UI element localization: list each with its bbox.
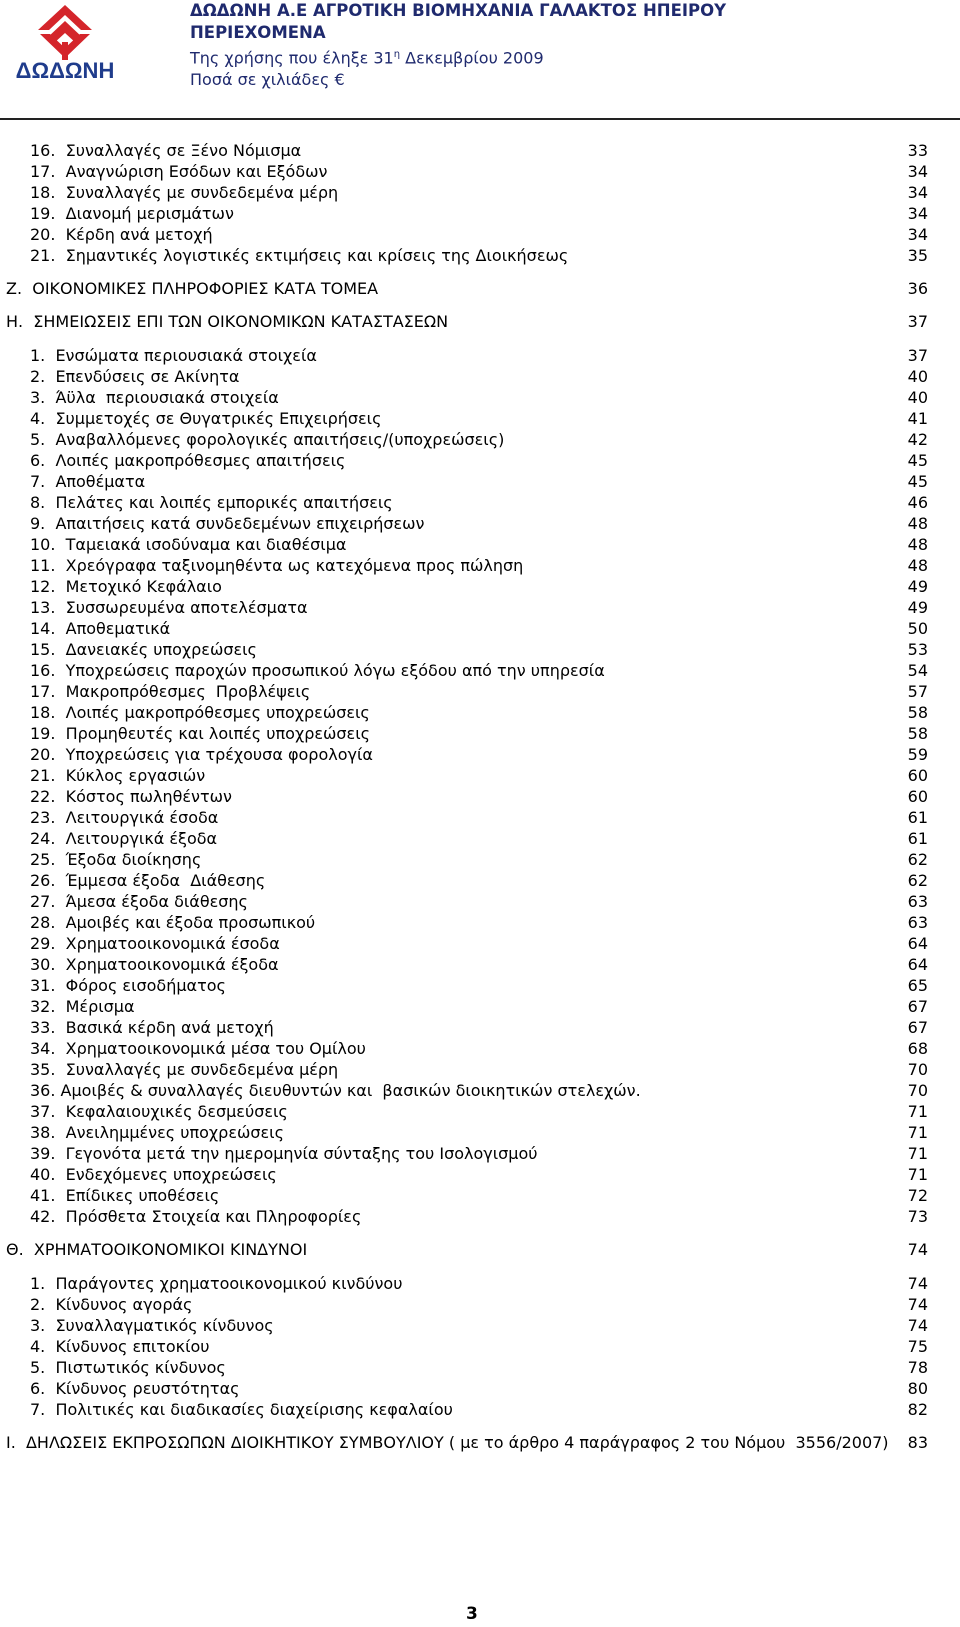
toc-entry-label: 31. Φόρος εισοδήματος <box>30 976 226 995</box>
company-name: ΔΩΔΩΝΗ Α.Ε ΑΓΡΟΤΙΚΗ ΒΙΟΜΗΧΑΝΙΑ ΓΑΛΑΚΤΟΣ ΗΠΕΙΡΟΥ <box>190 1 727 20</box>
toc-entry-label: Ι. ΔΗΛΩΣΕΙΣ ΕΚΠΡΟΣΩΠΩΝ ΔΙΟΙΚΗΤΙΚΟΥ ΣΥΜΒΟΥΛΙΟΥ ( με το άρθρο 4 παράγραφος 2 του Νόμου 3556/2007) <box>6 1433 889 1452</box>
toc-entry-page-number: 68 <box>907 1039 928 1058</box>
toc-entry-page-number: 60 <box>907 787 928 806</box>
toc-entry[interactable] <box>0 1164 960 1186</box>
toc-entry[interactable] <box>0 513 960 535</box>
toc-entry-label: 5. Αναβαλλόμενες φορολογικές απαιτήσεις/(υποχρεώσεις) <box>30 430 505 449</box>
toc-entry[interactable] <box>0 765 960 787</box>
toc-entry-page-number: 33 <box>907 141 928 160</box>
dodoni-logo <box>6 2 124 82</box>
toc-entry[interactable] <box>0 278 960 300</box>
toc-entry-page-number: 74 <box>907 1295 928 1314</box>
toc-entry-page-number: 34 <box>907 204 928 223</box>
toc-entry-page-number: 74 <box>907 1316 928 1335</box>
toc-entry-label: 13. Συσσωρευμένα αποτελέσματα <box>30 598 308 617</box>
toc-entry-page-number: 45 <box>907 472 928 491</box>
toc-entry-page-number: 70 <box>907 1081 928 1100</box>
toc-entry-page-number: 60 <box>907 766 928 785</box>
toc-entry-page-number: 64 <box>907 955 928 974</box>
toc-entry-label: 18. Συναλλαγές με συνδεδεμένα μέρη <box>30 183 339 202</box>
toc-entry-label: 3. Συναλλαγματικός κίνδυνος <box>30 1316 274 1335</box>
ordinal-suffix: η <box>393 49 401 60</box>
toc-entry-label: 14. Αποθεματικά <box>30 619 171 638</box>
toc-entry-page-number: 67 <box>907 1018 928 1037</box>
toc-entry-label: 6. Κίνδυνος ρευστότητας <box>30 1379 240 1398</box>
toc-entry-page-number: 78 <box>907 1358 928 1377</box>
toc-entry-page-number: 58 <box>907 703 928 722</box>
toc-entry-page-number: 49 <box>907 577 928 596</box>
toc-entry[interactable] <box>0 450 960 472</box>
toc-entry-label: 16. Υποχρεώσεις παροχών προσωπικού λόγω εξόδου από την υπηρεσία <box>30 661 605 680</box>
toc-entry-label: 17. Μακροπρόθεσμες Προβλέψεις <box>30 682 311 701</box>
toc-entry-page-number: 58 <box>907 724 928 743</box>
toc-entry-label: 24. Λειτουργικά έξοδα <box>30 829 218 848</box>
toc-entry-page-number: 41 <box>907 409 928 428</box>
document-header-text <box>190 0 726 91</box>
toc-entry[interactable] <box>0 311 960 333</box>
toc-entry[interactable] <box>0 996 960 1018</box>
toc-entry[interactable] <box>0 660 960 682</box>
toc-entry[interactable] <box>0 723 960 745</box>
currency-note: Ποσά σε χιλιάδες € <box>190 70 345 90</box>
toc-entry-page-number: 71 <box>907 1165 928 1184</box>
toc-entry-label: 2. Επενδύσεις σε Ακίνητα <box>30 367 240 386</box>
toc-entry-label: 27. Άμεσα έξοδα διάθεσης <box>30 892 248 911</box>
logo-wordmark: ΔΩΔΩΝΗ <box>15 58 115 82</box>
toc-entry-label: 26. Έμμεσα έξοδα Διάθεσης <box>30 871 266 890</box>
toc-entry[interactable] <box>0 576 960 598</box>
toc-entry[interactable] <box>0 182 960 204</box>
toc-entry-label: 7. Πολιτικές και διαδικασίες διαχείρισης κεφαλαίου <box>30 1400 453 1419</box>
section-title: ΠΕΡΙΕΧΟΜΕΝΑ <box>190 23 326 42</box>
toc-entry-page-number: 45 <box>907 451 928 470</box>
toc-entry[interactable] <box>0 161 960 183</box>
toc-entry[interactable] <box>0 702 960 724</box>
toc-entry-page-number: 37 <box>907 312 928 331</box>
toc-entry-label: 2. Κίνδυνος αγοράς <box>30 1295 193 1314</box>
toc-entry-label: 21. Κύκλος εργασιών <box>30 766 206 785</box>
toc-entry[interactable] <box>0 618 960 640</box>
toc-entry-label: 34. Χρηματοοικονομικά μέσα του Ομίλου <box>30 1039 366 1058</box>
toc-entry[interactable] <box>0 828 960 850</box>
toc-entry[interactable] <box>0 1378 960 1400</box>
toc-entry[interactable] <box>0 1143 960 1165</box>
toc-entry-label: 16. Συναλλαγές σε Ξένο Νόμισμα <box>30 141 302 160</box>
toc-entry-label: 29. Χρηματοοικονομικά έσοδα <box>30 934 280 953</box>
toc-entry[interactable] <box>0 245 960 267</box>
toc-entry-label: 17. Αναγνώριση Εσόδων και Εξόδων <box>30 162 328 181</box>
toc-entry[interactable] <box>0 1101 960 1123</box>
toc-entry[interactable] <box>0 912 960 934</box>
toc-entry[interactable] <box>0 786 960 808</box>
toc-entry-page-number: 49 <box>907 598 928 617</box>
toc-entry[interactable] <box>0 555 960 577</box>
toc-entry-page-number: 34 <box>907 225 928 244</box>
toc-entry-label: 5. Πιστωτικός κίνδυνος <box>30 1358 226 1377</box>
fiscal-period-suffix: Δεκεμβρίου 2009 <box>400 48 544 68</box>
toc-entry-page-number: 62 <box>907 850 928 869</box>
toc-entry-page-number: 63 <box>907 913 928 932</box>
toc-entry-label: 32. Μέρισμα <box>30 997 135 1016</box>
toc-entry-page-number: 37 <box>907 346 928 365</box>
toc-entry-label: 19. Διανομή μερισμάτων <box>30 204 234 223</box>
toc-entry-page-number: 34 <box>907 183 928 202</box>
toc-entry-page-number: 83 <box>907 1433 928 1452</box>
toc-entry[interactable] <box>0 1059 960 1081</box>
toc-entry[interactable] <box>0 408 960 430</box>
toc-entry-label: 28. Αμοιβές και έξοδα προσωπικού <box>30 913 316 932</box>
toc-entry[interactable] <box>0 1336 960 1358</box>
toc-entry[interactable] <box>0 744 960 766</box>
toc-entry[interactable] <box>0 891 960 913</box>
toc-entry-label: 20. Υποχρεώσεις για τρέχουσα φορολογία <box>30 745 373 764</box>
fiscal-period <box>190 44 726 69</box>
toc-entry-label: 4. Κίνδυνος επιτοκίου <box>30 1337 210 1356</box>
toc-entry[interactable] <box>0 429 960 451</box>
toc-entry-page-number: 59 <box>907 745 928 764</box>
toc-entry[interactable] <box>0 849 960 871</box>
toc-entry[interactable] <box>0 1122 960 1144</box>
toc-entry-label: 11. Χρεόγραφα ταξινομηθέντα ως κατεχόμενα προς πώληση <box>30 556 524 575</box>
toc-entry-label: 10. Ταμειακά ισοδύναμα και διαθέσιμα <box>30 535 347 554</box>
toc-entry[interactable] <box>0 975 960 997</box>
toc-entry-label: 36. Αμοιβές & συναλλαγές διευθυντών και βασικών διοικητικών στελεχών. <box>30 1081 641 1100</box>
fiscal-period-prefix: Της χρήσης που έληξε 31 <box>190 48 394 68</box>
toc-entry-label: 40. Ενδεχόμενες υποχρεώσεις <box>30 1165 277 1184</box>
toc-entry[interactable] <box>0 1357 960 1379</box>
toc-entry-page-number: 67 <box>907 997 928 1016</box>
toc-entry[interactable] <box>0 224 960 246</box>
toc-entry[interactable] <box>0 1017 960 1039</box>
logo-mark-icon <box>38 5 92 60</box>
header-rule <box>0 118 960 120</box>
toc-entry-label: 21. Σημαντικές λογιστικές εκτιμήσεις και κρίσεις της Διοικήσεως <box>30 246 569 265</box>
toc-entry[interactable] <box>0 1185 960 1207</box>
toc-entry[interactable] <box>0 140 960 162</box>
toc-entry[interactable] <box>0 1294 960 1316</box>
toc-entry-page-number: 35 <box>907 246 928 265</box>
toc-entry-page-number: 62 <box>907 871 928 890</box>
toc-entry[interactable] <box>0 1273 960 1295</box>
toc-entry-label: 12. Μετοχικό Κεφάλαιο <box>30 577 222 596</box>
toc-entry-page-number: 48 <box>907 556 928 575</box>
toc-entry-page-number: 57 <box>907 682 928 701</box>
toc-entry-label: 1. Ενσώματα περιουσιακά στοιχεία <box>30 346 317 365</box>
toc-entry-page-number: 36 <box>907 279 928 298</box>
toc-entry-label: 19. Προμηθευτές και λοιπές υποχρεώσεις <box>30 724 370 743</box>
toc-entry-page-number: 40 <box>907 367 928 386</box>
toc-entry-page-number: 54 <box>907 661 928 680</box>
toc-entry-page-number: 71 <box>907 1102 928 1121</box>
toc-entry-page-number: 50 <box>907 619 928 638</box>
toc-entry[interactable] <box>0 366 960 388</box>
toc-entry-label: Ζ. ΟΙΚΟΝΟΜΙΚΕΣ ΠΛΗΡΟΦΟΡΙΕΣ ΚΑΤΑ ΤΟΜΕΑ <box>6 279 379 298</box>
toc-entry[interactable] <box>0 807 960 829</box>
toc-entry-label: 7. Αποθέματα <box>30 472 146 491</box>
toc-entry-page-number: 53 <box>907 640 928 659</box>
toc-entry-page-number: 71 <box>907 1123 928 1142</box>
toc-entry-label: 1. Παράγοντες χρηματοοικονομικού κινδύνου <box>30 1274 403 1293</box>
toc-entry[interactable] <box>0 1080 960 1102</box>
toc-entry-label: 35. Συναλλαγές με συνδεδεμένα μέρη <box>30 1060 339 1079</box>
toc-entry-label: 33. Βασικά κέρδη ανά μετοχή <box>30 1018 274 1037</box>
toc-entry-label: 8. Πελάτες και λοιπές εμπορικές απαιτήσεις <box>30 493 393 512</box>
toc-entry-label: 30. Χρηματοοικονομικά έξοδα <box>30 955 279 974</box>
toc-entry-page-number: 61 <box>907 808 928 827</box>
toc-entry-page-number: 75 <box>907 1337 928 1356</box>
toc-entry-page-number: 80 <box>907 1379 928 1398</box>
toc-entry-label: 15. Δανειακές υποχρεώσεις <box>30 640 257 659</box>
toc-entry-label: 9. Απαιτήσεις κατά συνδεδεμένων επιχειρήσεων <box>30 514 425 533</box>
toc-entry[interactable] <box>0 597 960 619</box>
toc-entry-page-number: 74 <box>907 1240 928 1259</box>
toc-entry-label: 4. Συμμετοχές σε Θυγατρικές Επιχειρήσεις <box>30 409 382 428</box>
toc-entry-page-number: 72 <box>907 1186 928 1205</box>
toc-entry-page-number: 48 <box>907 535 928 554</box>
toc-entry-page-number: 46 <box>907 493 928 512</box>
toc-entry[interactable] <box>0 492 960 514</box>
toc-entry[interactable] <box>0 345 960 367</box>
toc-entry-label: 22. Κόστος πωληθέντων <box>30 787 232 806</box>
toc-entry-label: 23. Λειτουργικά έσοδα <box>30 808 219 827</box>
toc-entry[interactable] <box>0 387 960 409</box>
toc-entry-page-number: 42 <box>907 430 928 449</box>
toc-entry-label: Η. ΣΗΜΕΙΩΣΕΙΣ ΕΠΙ ΤΩΝ ΟΙΚΟΝΟΜΙΚΩΝ ΚΑΤΑΣΤΑΣΕΩΝ <box>6 312 449 331</box>
toc-entry-page-number: 74 <box>907 1274 928 1293</box>
toc-entry-page-number: 82 <box>907 1400 928 1419</box>
toc-entry-label: 25. Έξοδα διοίκησης <box>30 850 202 869</box>
toc-entry[interactable] <box>0 203 960 225</box>
toc-entry-page-number: 64 <box>907 934 928 953</box>
toc-entry-label: 3. Άϋλα περιουσιακά στοιχεία <box>30 388 279 407</box>
toc-entry-page-number: 73 <box>907 1207 928 1226</box>
page-number: 3 <box>466 1604 478 1624</box>
toc-entry[interactable] <box>0 681 960 703</box>
toc-entry-label: 18. Λοιπές μακροπρόθεσμες υποχρεώσεις <box>30 703 370 722</box>
toc-entry[interactable] <box>0 1399 960 1421</box>
toc-entry-label: 41. Επίδικες υποθέσεις <box>30 1186 220 1205</box>
toc-entry-page-number: 71 <box>907 1144 928 1163</box>
toc-entry[interactable] <box>0 954 960 976</box>
toc-entry[interactable] <box>0 1038 960 1060</box>
toc-entry-page-number: 65 <box>907 976 928 995</box>
toc-entry-page-number: 48 <box>907 514 928 533</box>
toc-entry-page-number: 61 <box>907 829 928 848</box>
toc-entry[interactable] <box>0 534 960 556</box>
toc-entry[interactable] <box>0 1432 960 1454</box>
toc-entry-page-number: 70 <box>907 1060 928 1079</box>
toc-entry-label: Θ. ΧΡΗΜΑΤΟΟΙΚΟΝΟΜΙΚΟΙ ΚΙΝΔΥΝΟΙ <box>6 1240 308 1259</box>
toc-entry[interactable] <box>0 933 960 955</box>
toc-entry[interactable] <box>0 1206 960 1228</box>
toc-entry[interactable] <box>0 1239 960 1261</box>
toc-entry[interactable] <box>0 870 960 892</box>
toc-entry-label: 39. Γεγονότα μετά την ημερομηνία σύνταξης του Ισολογισμού <box>30 1144 538 1163</box>
toc-entry-page-number: 63 <box>907 892 928 911</box>
toc-entry-page-number: 34 <box>907 162 928 181</box>
toc-entry-label: 37. Κεφαλαιουχικές δεσμεύσεις <box>30 1102 288 1121</box>
toc-entry-label: 38. Ανειλημμένες υποχρεώσεις <box>30 1123 284 1142</box>
toc-entry-label: 20. Κέρδη ανά μετοχή <box>30 225 213 244</box>
toc-entry[interactable] <box>0 471 960 493</box>
toc-entry-page-number: 40 <box>907 388 928 407</box>
toc-entry-label: 42. Πρόσθετα Στοιχεία και Πληροφορίες <box>30 1207 362 1226</box>
toc-entry[interactable] <box>0 1315 960 1337</box>
toc-entry-label: 6. Λοιπές μακροπρόθεσμες απαιτήσεις <box>30 451 346 470</box>
page-header <box>0 0 960 120</box>
toc-entry[interactable] <box>0 639 960 661</box>
